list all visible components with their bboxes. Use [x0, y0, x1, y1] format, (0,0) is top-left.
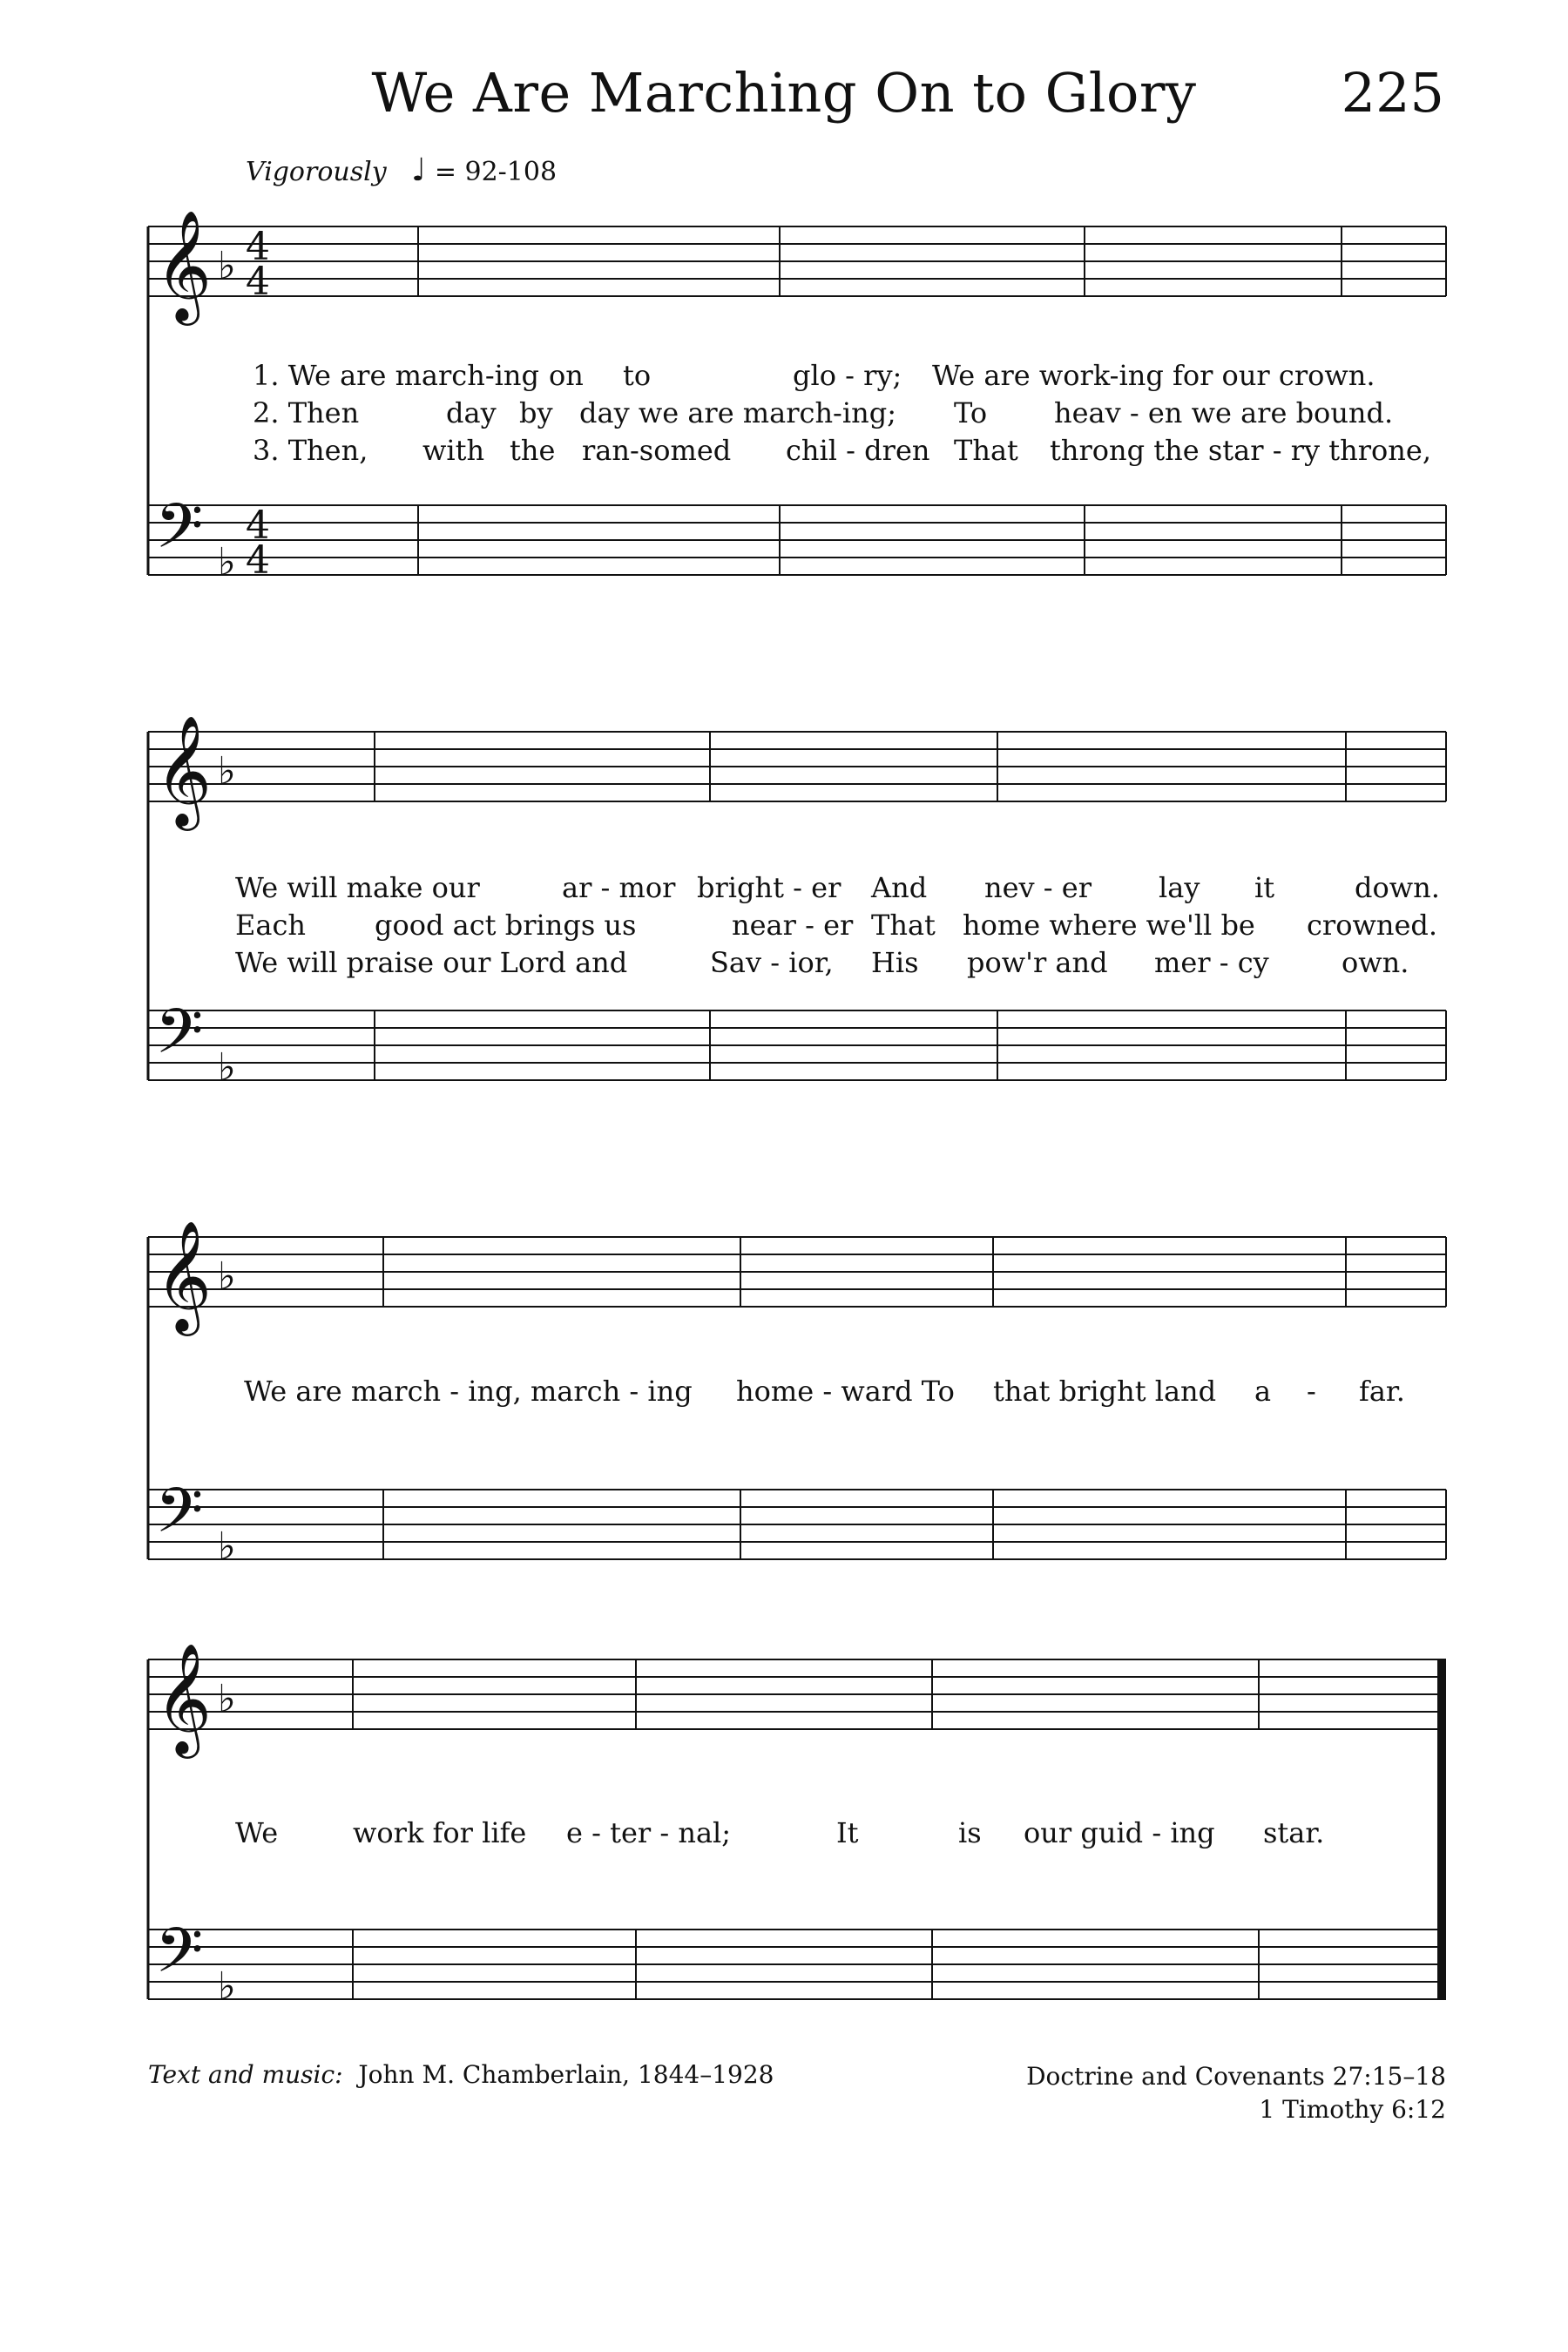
- lyric-line: And: [871, 871, 928, 904]
- lyric-line: We are work-ing for our crown.: [932, 359, 1375, 392]
- lyric-line: throng the star - ry throne,: [1050, 434, 1431, 467]
- flat-icon: ♭: [218, 1964, 236, 2009]
- scripture-ref: 1 Timothy 6:12: [1259, 2095, 1446, 2124]
- lyric-line: that bright land: [993, 1375, 1217, 1408]
- lyric-line: on: [549, 359, 584, 392]
- lyric-line: to: [623, 359, 652, 392]
- treble-clef-icon: 𝄞: [155, 714, 213, 826]
- lyric-line: 2. Then: [253, 396, 360, 429]
- credit-line: [148, 2060, 774, 2089]
- time-signature: 4: [246, 260, 270, 304]
- lyric-line: good act brings us: [375, 909, 637, 942]
- lyric-line: glo - ry;: [793, 359, 902, 392]
- lyric-line: crowned.: [1307, 909, 1438, 942]
- time-signature: 4: [246, 504, 270, 548]
- lyric-line: heav - en we are bound.: [1054, 396, 1394, 429]
- flat-icon: ♭: [218, 244, 236, 288]
- hymn-title: We Are Marching On to Glory: [371, 61, 1197, 125]
- lyric-line: down.: [1355, 871, 1440, 904]
- lyric-line: His: [871, 946, 919, 979]
- lyric-line: day we are march-ing;: [579, 396, 896, 429]
- lyric-line: home - ward To: [736, 1375, 955, 1408]
- lyric-line: bright - er: [697, 871, 841, 904]
- lyric-line: star.: [1263, 1816, 1325, 1849]
- lyric-line: Each: [235, 909, 306, 942]
- lyric-line: We are march - ing, march - ing: [244, 1375, 693, 1408]
- lyric-line: That: [954, 434, 1018, 467]
- bass-clef-icon: 𝄢: [155, 996, 204, 1083]
- lyric-line: home where we'll be: [963, 909, 1255, 942]
- scripture-ref: Doctrine and Covenants 27:15–18: [1026, 2062, 1446, 2091]
- lyric-line: -: [1307, 1375, 1316, 1408]
- lyric-line: e - ter - nal;: [566, 1816, 732, 1849]
- lyric-line: ar - mor: [562, 871, 676, 904]
- time-signature: 4: [246, 538, 270, 583]
- scripture-references: [1026, 2060, 1446, 2126]
- lyric-line: own.: [1342, 946, 1409, 979]
- lyric-line: We will praise our Lord and: [235, 946, 628, 979]
- lyric-line: mer - cy: [1154, 946, 1269, 979]
- flat-icon: ♭: [218, 1254, 236, 1299]
- lyric-line: Sav - ior,: [710, 946, 834, 979]
- lyric-line: is: [958, 1816, 982, 1849]
- time-signature: 4: [246, 225, 270, 269]
- tempo-word: Vigorously: [246, 157, 387, 187]
- lyric-line: near - er: [732, 909, 854, 942]
- lyric-line: by: [519, 396, 553, 429]
- lyric-line: That: [871, 909, 936, 942]
- bass-clef-icon: 𝄢: [155, 1475, 204, 1562]
- lyric-line: 3. Then,: [253, 434, 368, 467]
- lyric-line: our guid - ing: [1024, 1816, 1215, 1849]
- lyric-line: with: [422, 434, 485, 467]
- flat-icon: ♭: [218, 1045, 236, 1090]
- lyric-line: work for life: [353, 1816, 527, 1849]
- treble-clef-icon: 𝄞: [155, 1642, 213, 1754]
- final-barline: [1437, 1659, 1446, 1999]
- lyric-line: ran-somed: [582, 434, 732, 467]
- treble-clef-icon: 𝄞: [155, 1220, 213, 1331]
- lyric-line: a: [1254, 1375, 1272, 1408]
- credit-label: Text and music:: [148, 2060, 343, 2089]
- lyric-line: pow'r and: [967, 946, 1108, 979]
- metronome-value: = 92-108: [434, 157, 558, 187]
- lyric-line: day: [446, 396, 497, 429]
- lyric-line: it: [1254, 871, 1275, 904]
- lyric-line: We will make our: [235, 871, 480, 904]
- lyric-line: chil - dren: [786, 434, 930, 467]
- flat-icon: ♭: [218, 1524, 236, 1569]
- lyric-line: nev - er: [984, 871, 1092, 904]
- bass-clef-icon: 𝄢: [155, 1915, 204, 2002]
- lyric-line: 1. We are march-ing: [253, 359, 539, 392]
- treble-clef-icon: 𝄞: [155, 209, 213, 321]
- lyric-line: It: [836, 1816, 859, 1849]
- lyric-line: To: [954, 396, 988, 429]
- flat-icon: ♭: [218, 1677, 236, 1721]
- lyric-line: the: [510, 434, 556, 467]
- lyric-line: We: [235, 1816, 279, 1849]
- staff-systems: [148, 209, 1446, 2009]
- credit-name: John M. Chamberlain, 1844–1928: [358, 2060, 774, 2089]
- lyric-line: lay: [1159, 871, 1200, 904]
- hymn-number: 225: [1341, 61, 1444, 125]
- flat-icon: ♭: [218, 749, 236, 794]
- bass-clef-icon: 𝄢: [155, 490, 204, 578]
- quarter-note-icon: ♩: [411, 152, 427, 188]
- flat-icon: ♭: [218, 540, 236, 585]
- lyric-line: far.: [1359, 1375, 1405, 1408]
